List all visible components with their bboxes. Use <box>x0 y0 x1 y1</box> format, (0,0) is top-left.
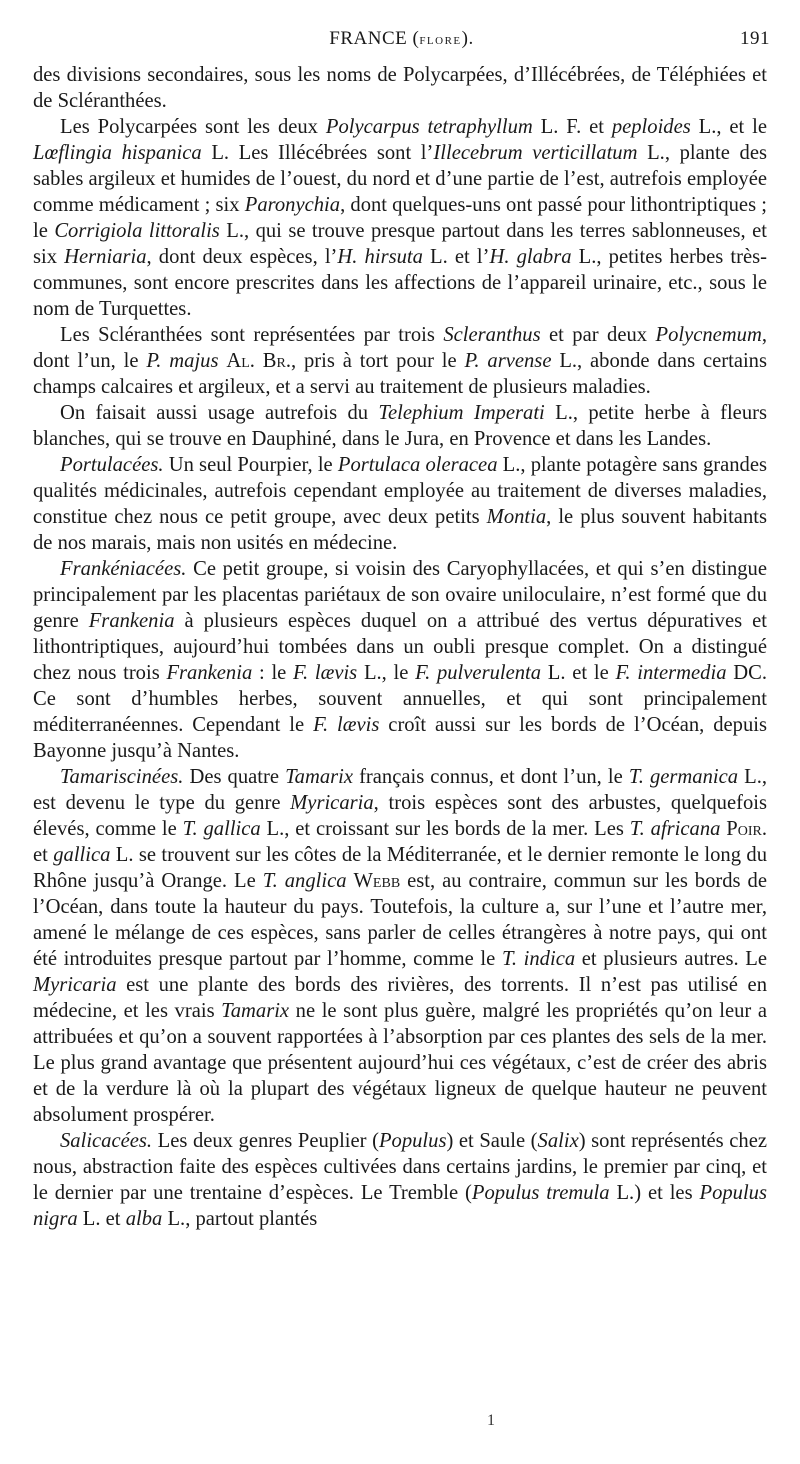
text-run: L., et le <box>690 116 767 138</box>
italic-text: Frankenia <box>166 662 253 684</box>
italic-text: Populus tremula <box>471 1182 610 1204</box>
running-title <box>33 28 770 50</box>
text-run: Les Scléranthées sont représentées par trois <box>60 324 444 346</box>
page-number: 191 <box>740 28 770 49</box>
italic-text: T. anglica <box>262 870 347 892</box>
text-run: L., petite herbe à fleurs blanches, qui se trouve en Dauphiné, dans le Jura, en Provence et dans les Landes. <box>33 402 767 450</box>
italic-text: Populus nigra <box>33 1182 767 1230</box>
text-run: Les Polycarpées sont les deux <box>60 116 326 138</box>
italic-text: F. intermedia <box>615 662 727 684</box>
italic-text: P. majus <box>146 350 219 372</box>
running-title-subject: flore <box>419 31 462 48</box>
italic-text: Illecebrum verticillatum <box>433 142 638 164</box>
italic-text: T. africana <box>629 818 721 840</box>
text-run: : le <box>252 662 294 684</box>
text-run: français connus, et dont l’un, le <box>353 766 629 788</box>
italic-text: H. hirsuta <box>337 246 423 268</box>
author-abbreviation: Poir. <box>726 818 767 840</box>
italic-text: gallica <box>53 844 111 866</box>
paragraph <box>33 322 767 400</box>
text-run: , dont quelques-uns ont passé pour lithontriptiques ; le <box>33 194 767 242</box>
italic-text: Herniaria <box>64 246 147 268</box>
italic-text: Paronychia <box>244 194 341 216</box>
italic-text: Corrigiola littoralis <box>54 220 220 242</box>
running-title-main: FRANCE ( <box>329 28 420 49</box>
text-run: ) sont représentés chez nous, abstraction faite des espèces cultivées dans certains jardins, le premier par cinq, et le dernier par une trentaine d’espèces. Le Tremble ( <box>33 1130 767 1204</box>
text-run: Ce petit groupe, si voisin des Caryophyllacées, et qui s’en distingue principalement par les placentas pariétaux de son ovaire uniloculaire, n’est formé que du genre <box>33 558 767 632</box>
paragraph <box>33 556 767 764</box>
text-run: et <box>33 844 54 866</box>
italic-text: Frankéniacées. <box>60 558 187 580</box>
italic-text: Polycnemum <box>655 324 762 346</box>
text-run: est, au contraire, commun sur les bords de l’Océan, dans toute la hauteur du pays. Toutefois, la culture a, sur l’une et l’autre mer, amené le mélange de ces espèces, sans parler de celles étrangères à notre pays, qui ont été introduites presque partout par l’homme, comme le <box>33 870 767 970</box>
text-run: croît aussi sur les bords de l’Océan, depuis Bayonne jusqu’à Nantes. <box>33 714 767 762</box>
text-run: L., le <box>357 662 416 684</box>
italic-text: T. indica <box>501 948 576 970</box>
paragraph <box>33 1128 767 1232</box>
paragraph <box>33 114 767 322</box>
text-run: L., est devenu le type du genre <box>33 766 767 814</box>
italic-text: F. lævis <box>293 662 358 684</box>
italic-text: H. glabra <box>489 246 572 268</box>
italic-text: alba <box>125 1208 163 1230</box>
italic-text: Tamariscinées. <box>60 766 184 788</box>
text-run: est une plante des bords des rivières, des torrents. Il n’est pas utilisé en médecine, et les vrais <box>33 974 767 1022</box>
italic-text: Myricaria <box>33 974 117 996</box>
text-run: L. se trouvent sur les côtes de la Méditerranée, et le dernier remonte le long du Rhône jusqu’à Orange. Le <box>33 844 767 892</box>
italic-text: Scleranthus <box>443 324 541 346</box>
italic-text: Portulaca oleracea <box>337 454 498 476</box>
italic-text: Polycarpus tetraphyllum <box>325 116 533 138</box>
author-abbreviation: Webb <box>353 870 401 892</box>
paragraph <box>33 400 767 452</box>
text-run: Les deux genres Peuplier ( <box>152 1130 379 1152</box>
text-run <box>347 870 354 892</box>
text-run: et par deux <box>540 324 656 346</box>
italic-text: Lœflingia hispanica <box>33 142 202 164</box>
italic-text: T. germanica <box>628 766 739 788</box>
italic-text: Salix <box>537 1130 579 1152</box>
text-run: L. Les Illécébrées sont l’ <box>201 142 434 164</box>
text-run: ) et Saule ( <box>446 1130 538 1152</box>
italic-text: Telephium Imperati <box>378 402 545 424</box>
page-body <box>33 62 767 1232</box>
paragraph <box>33 62 767 114</box>
italic-text: Salicacées. <box>60 1130 153 1152</box>
text-run: L. et l’ <box>422 246 490 268</box>
text-run: , pris à tort pour le <box>291 350 465 372</box>
text-run: L., partout plantés <box>162 1208 318 1230</box>
footer-signature-mark: 1 <box>487 1412 495 1429</box>
text-run: L., abonde dans certains champs calcaires et argileux, et a servi au traitement de plusieurs maladies. <box>33 350 767 398</box>
text-run: , le plus souvent habitants de nos marais, mais non usités en médecine. <box>33 506 767 554</box>
text-run: ne le sont plus guère, malgré les propriétés qu’on leur a attribuées et qu’on a souvent rapportées à l’absorption par ces plantes des sels de la mer. Le plus grand avantage que présentent aujourd’hui ces végétaux, c’est de créer des abris et de la verdure là où la plupart des végétaux ligneux de quelque hauteur ne peuvent absolument prospérer. <box>33 1000 767 1126</box>
paragraph <box>33 764 767 1128</box>
text-run: L.) et les <box>609 1182 700 1204</box>
italic-text: F. pulverulenta <box>415 662 542 684</box>
running-header <box>33 28 770 56</box>
text-run: à plusieurs espèces duquel on a attribué des vertus dépuratives et lithontriptiques, aujourd’hui tombées dans un oubli presque complet. On a distingué chez nous trois <box>33 610 767 684</box>
text-run: L., plante des sables argileux et humides de l’ouest, du nord et d’une partie de l’est, autrefois employée comme médicament ; six <box>33 142 768 216</box>
italic-text: Myricaria <box>290 792 374 814</box>
text-run: et plusieurs autres. Le <box>575 948 767 970</box>
text-run: L., petites herbes très-communes, sont encore prescrites dans les affections de l’appareil urinaire, etc., sous le nom de Turquettes. <box>33 246 767 320</box>
text-run: L. et <box>77 1208 126 1230</box>
text-run: Des quatre <box>183 766 286 788</box>
author-abbreviation: Al. Br. <box>226 350 291 372</box>
italic-text: F. lævis <box>313 714 380 736</box>
text-run: L., et croissant sur les bords de la mer. Les <box>260 818 630 840</box>
italic-text: Portulacées. <box>60 454 164 476</box>
italic-text: Montia <box>486 506 547 528</box>
italic-text: Tamarix <box>221 1000 290 1022</box>
text-run: L., qui se trouve presque partout dans les terres sablonneuses, et six <box>33 220 768 268</box>
italic-text: peploides <box>611 116 691 138</box>
italic-text: Tamarix <box>285 766 353 788</box>
running-title-end: ). <box>461 28 474 49</box>
text-run: Un seul Pourpier, le <box>163 454 338 476</box>
text-run: L. et le <box>541 662 616 684</box>
text-run: , dont l’un, le <box>33 324 767 372</box>
text-run: L., plante potagère sans grandes qualités médicinales, autrefois cependant employée au traitement de diverses maladies, constitue chez nous ce petit groupe, avec deux petits <box>33 454 768 528</box>
text-run: On faisait aussi usage autrefois du <box>60 402 379 424</box>
text-run: des divisions secondaires, sous les noms de Polycarpées, d’Illécébrées, de Téléphiées et de Scléranthées. <box>33 64 767 112</box>
text-run: , trois espèces sont des arbustes, quelquefois élevés, comme le <box>33 792 767 840</box>
text-run: DC. Ce sont d’humbles herbes, souvent annuelles, et qui sont principalement méditerranéennes. Cependant le <box>33 662 768 736</box>
italic-text: Frankenia <box>88 610 175 632</box>
text-run: , dont deux espèces, l’ <box>146 246 338 268</box>
paragraph <box>33 452 767 556</box>
text-run: L. F. et <box>532 116 612 138</box>
italic-text: Populus <box>378 1130 447 1152</box>
italic-text: T. gallica <box>182 818 261 840</box>
italic-text: P. arvense <box>464 350 552 372</box>
